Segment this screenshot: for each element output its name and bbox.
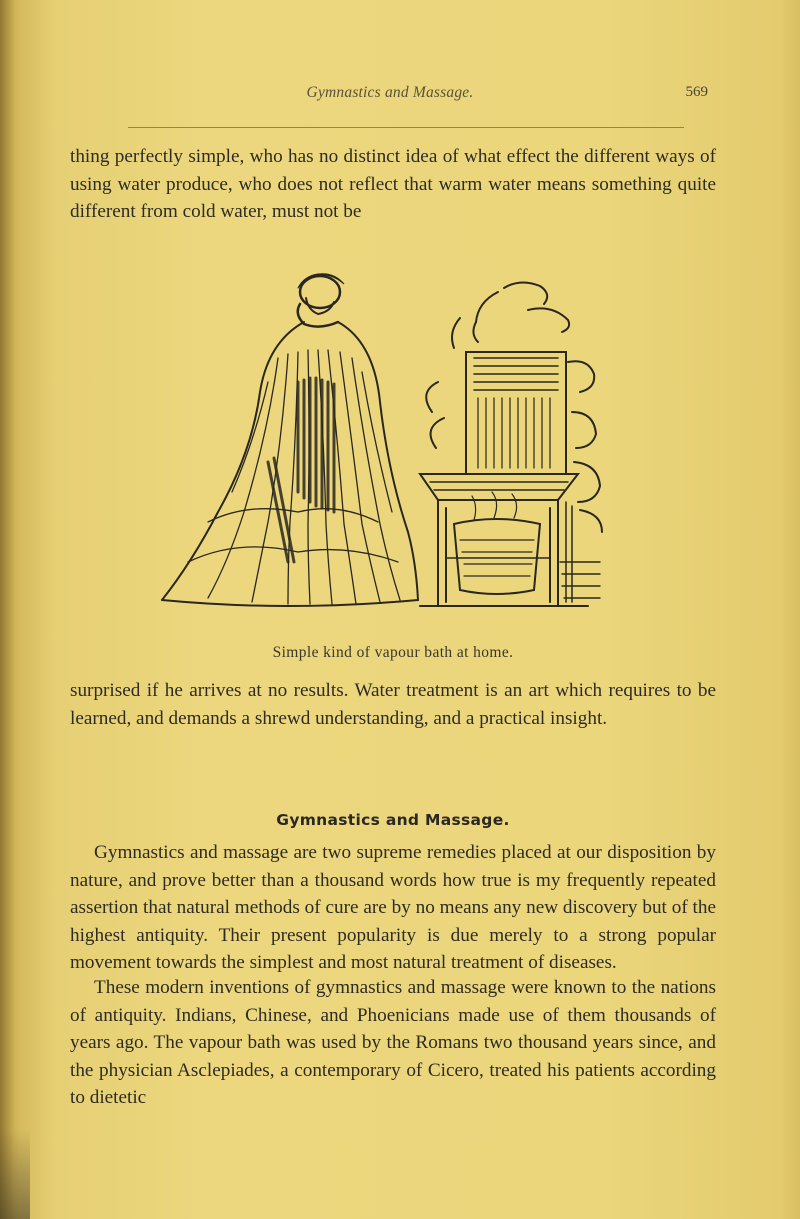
paragraph-continuation: thing perfectly simple, who has no distinct idea of what effect the different ways of using water produce, who does not reflect that warm water means something quite different from cold water, must not be (70, 146, 716, 222)
header-rule (128, 127, 684, 128)
paragraph: Gymnastics and massage are two supreme remedies placed at our disposition by nature, and prove better than a thousand words how true is my frequently repeated assertion that natural methods of cure are by no means any new discovery but of the highest antiquity. Their present popularity is due merely to a strong popular movement towards the simplest and most natural treatment of diseases. (70, 842, 716, 973)
paragraph: surprised if he arrives at no results. Water treatment is an art which requires to be learned, and demands a shrewd understanding, and a practical insight. (70, 680, 716, 729)
seated-figure-drawing (162, 274, 418, 606)
paragraph: These modern inventions of gymnastics and massage were known to the nations of antiquity. Indians, Chinese, and Phoenicians made use of them thousands of years ago. The vapour bath was used by the Romans two thousand years since, and the physician Asclepiades, a contemporary of Cicero, treated his patients according to dietetic (70, 977, 716, 1108)
book-spine-shadow (0, 0, 14, 1219)
chair-with-basin-drawing (420, 282, 602, 606)
section-heading: Gymnastics and Massage. (276, 811, 510, 829)
running-title: Gymnastics and Massage. (306, 84, 474, 101)
vapour-bath-illustration (148, 262, 628, 622)
page-corner-shadow (0, 1129, 30, 1219)
page-number: 569 (685, 84, 708, 100)
figure-caption: Simple kind of vapour bath at home. (272, 644, 514, 661)
running-head (70, 84, 710, 108)
